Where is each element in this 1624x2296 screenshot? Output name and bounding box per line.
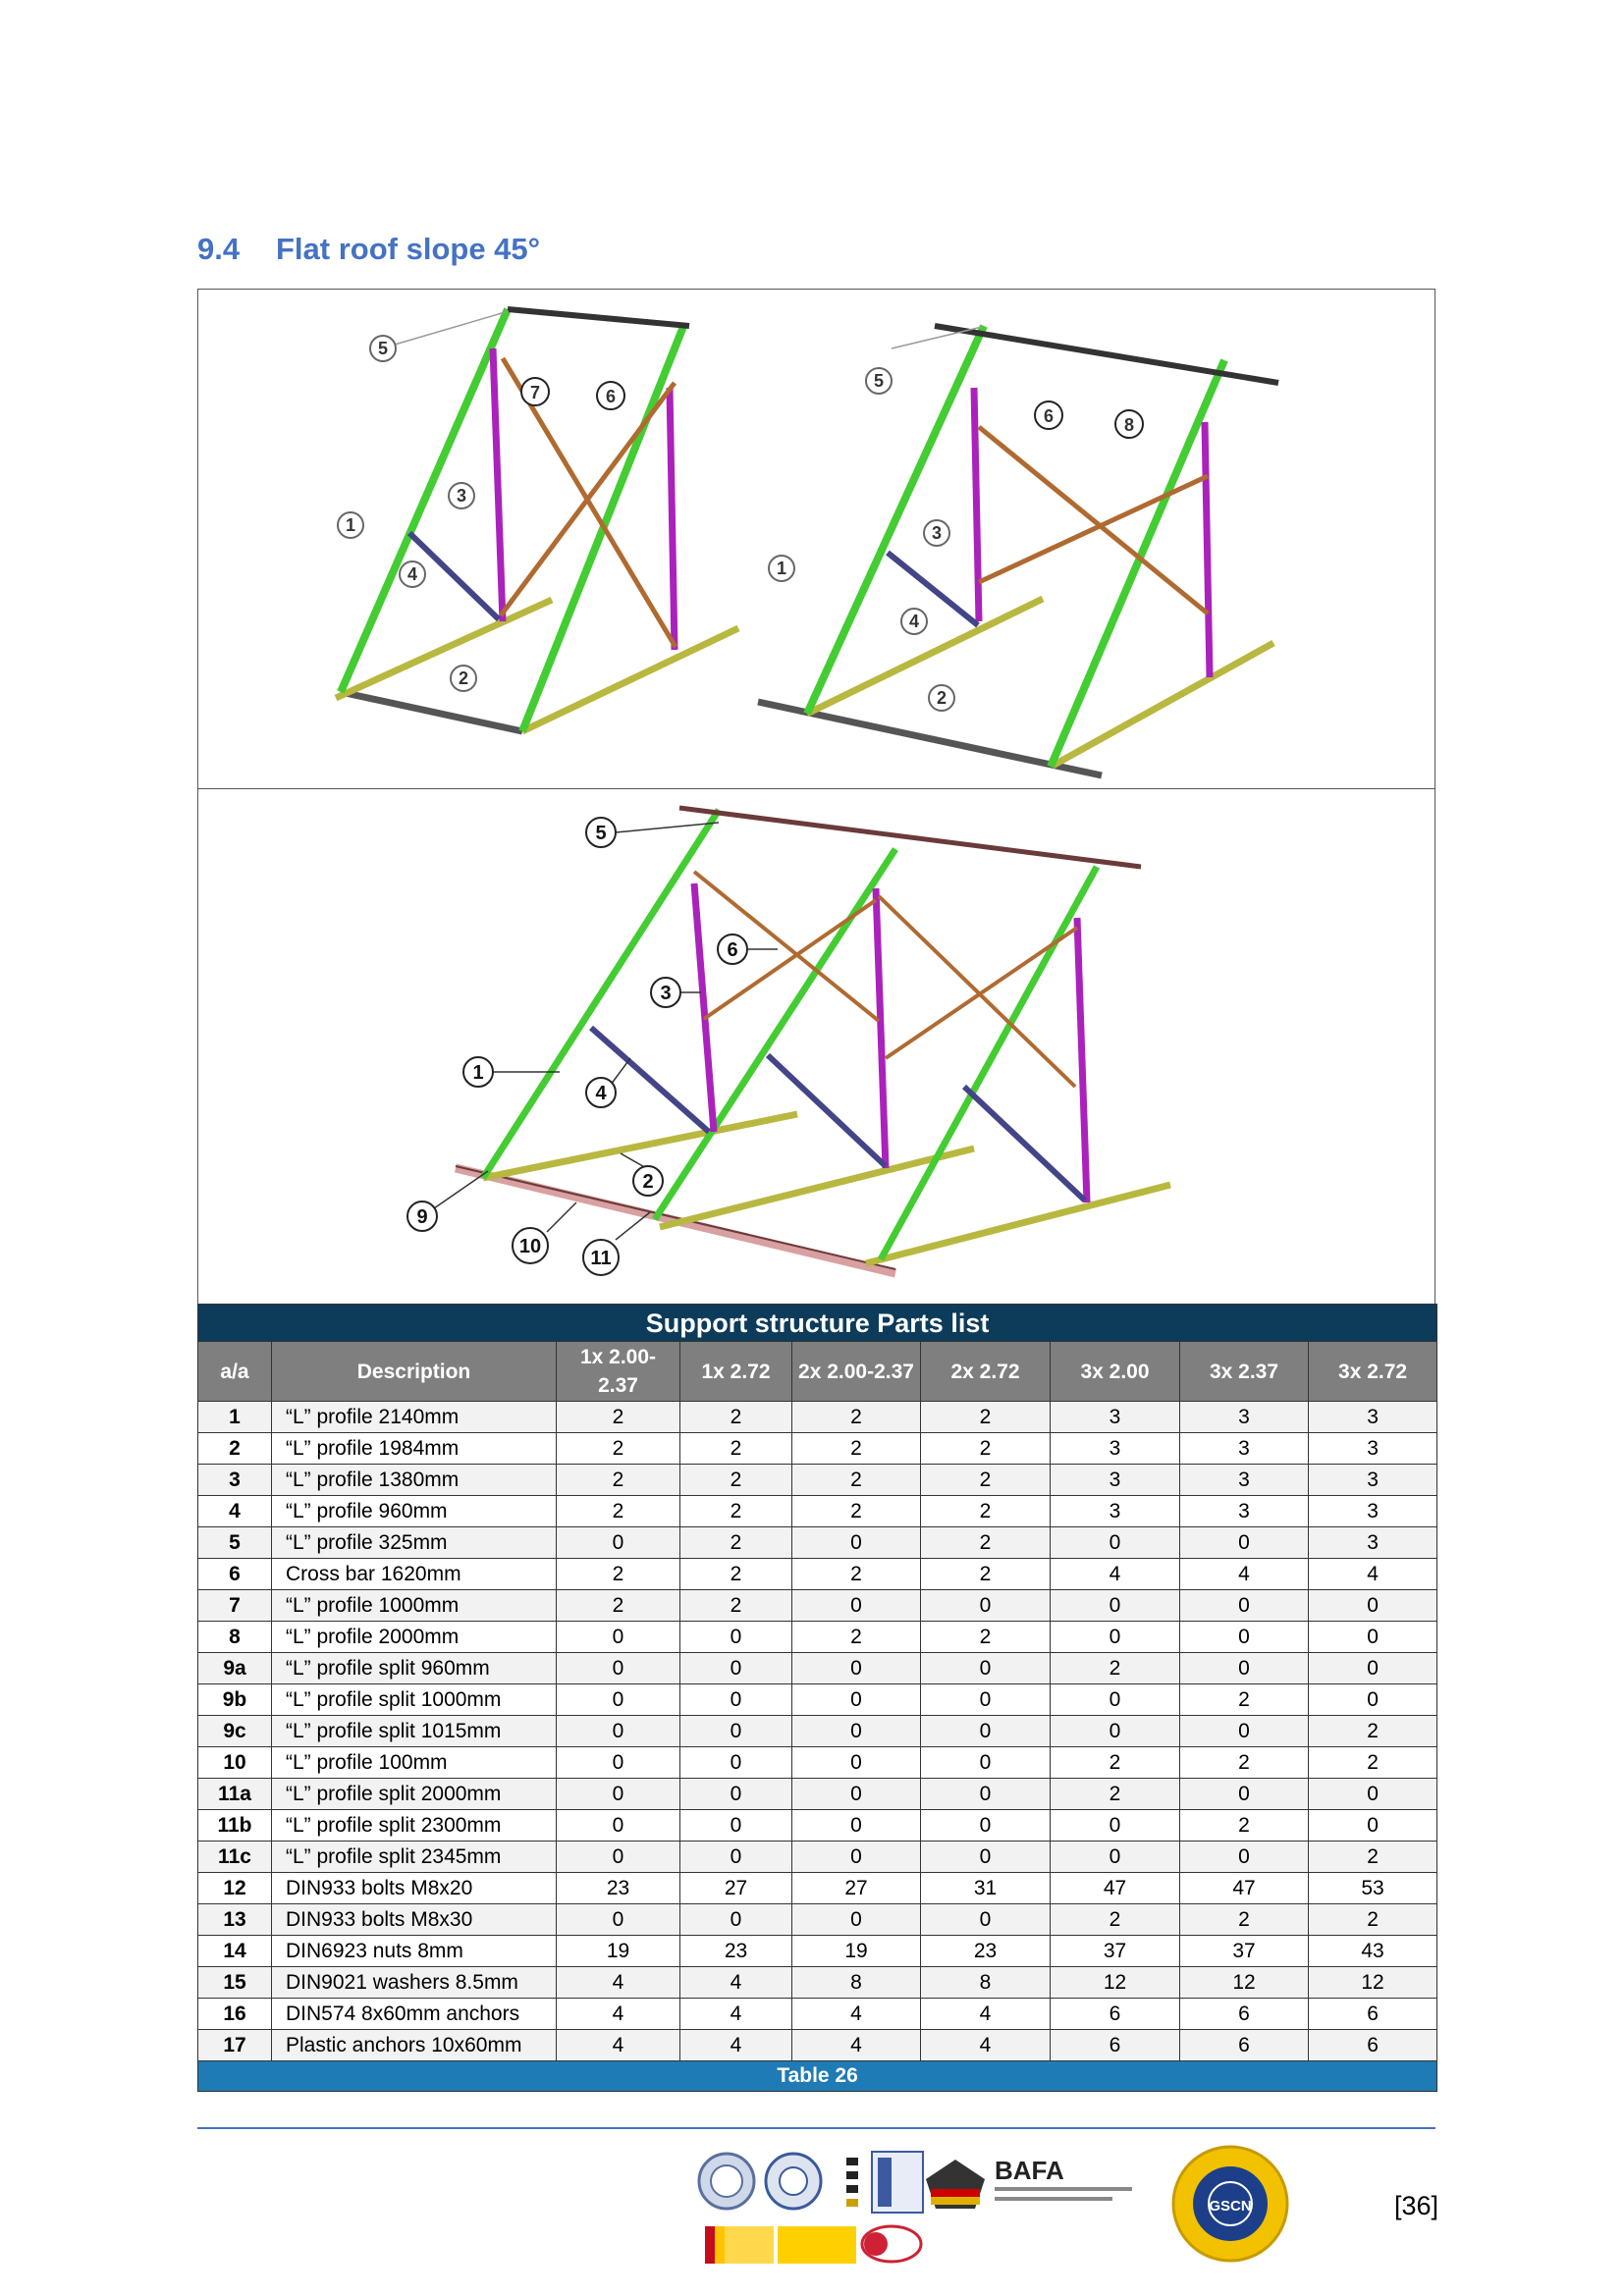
- quantity-cell: 0: [792, 1842, 921, 1873]
- quantity-cell: 4: [921, 2030, 1051, 2061]
- column-header: 3x 2.72: [1309, 1342, 1437, 1402]
- callout-5: 5: [377, 339, 389, 358]
- callout-8: 8: [1123, 415, 1135, 435]
- quantity-cell: 0: [792, 1684, 921, 1716]
- quantity-cell: 2: [792, 1465, 921, 1496]
- quantity-cell: 12: [1309, 1967, 1437, 1999]
- quantity-cell: 6: [1180, 1999, 1309, 2030]
- quantity-cell: 6: [1180, 2030, 1309, 2061]
- section-heading: [197, 232, 540, 267]
- quantity-cell: 2: [792, 1622, 921, 1653]
- table-row: [198, 1716, 1437, 1747]
- item-description: “L” profile 2000mm: [272, 1622, 557, 1653]
- quantity-cell: 12: [1180, 1967, 1309, 1999]
- res-logo: [862, 2226, 921, 2262]
- parts-table: [197, 1304, 1437, 2092]
- quantity-cell: 6: [1051, 1999, 1180, 2030]
- gscn-seal: [1173, 2147, 1287, 2261]
- item-number: 4: [198, 1496, 272, 1527]
- callout-6: 6: [605, 387, 617, 406]
- quantity-cell: 27: [680, 1873, 792, 1904]
- quantity-cell: 0: [680, 1904, 792, 1936]
- quantity-cell: 2: [792, 1559, 921, 1590]
- profile-3b: [670, 388, 675, 650]
- column-header: 3x 2.00: [1051, 1342, 1180, 1402]
- callout-6: 6: [727, 939, 738, 961]
- structure-drawings: [198, 290, 1436, 1307]
- crossbar-b: [501, 383, 675, 615]
- profile-5: [508, 309, 689, 326]
- page-number: [36]: [1394, 2191, 1439, 2220]
- quantity-cell: 0: [1309, 1653, 1437, 1684]
- quantity-cell: 0: [792, 1779, 921, 1810]
- quantity-cell: 2: [680, 1402, 792, 1433]
- quantity-cell: 2: [1051, 1904, 1180, 1936]
- quantity-cell: 2: [557, 1559, 680, 1590]
- quantity-cell: 3: [1180, 1402, 1309, 1433]
- table-body: [198, 1402, 1437, 2061]
- quantity-cell: 0: [921, 1716, 1051, 1747]
- ises-logo: [766, 2154, 821, 2209]
- quantity-cell: 2: [792, 1496, 921, 1527]
- quantity-cell: 4: [792, 1999, 921, 2030]
- table-row: [198, 1810, 1437, 1842]
- item-description: “L” profile 100mm: [272, 1747, 557, 1779]
- quantity-cell: 0: [1309, 1590, 1437, 1622]
- item-description: “L” profile 960mm: [272, 1496, 557, 1527]
- quantity-cell: 3: [1051, 1465, 1180, 1496]
- callout-3: 3: [456, 486, 467, 506]
- item-number: 17: [198, 2030, 272, 2061]
- quantity-cell: 2: [1180, 1684, 1309, 1716]
- callout-10: 10: [518, 1236, 542, 1257]
- callout-1: 1: [345, 515, 356, 535]
- quantity-cell: 0: [1180, 1716, 1309, 1747]
- quantity-cell: 4: [557, 2030, 680, 2061]
- quantity-cell: 31: [921, 1873, 1051, 1904]
- quantity-cell: 2: [792, 1433, 921, 1465]
- quantity-cell: 2: [1180, 1904, 1309, 1936]
- table-row: [198, 2030, 1437, 2061]
- quantity-cell: 37: [1051, 1936, 1180, 1967]
- item-description: “L” profile split 1015mm: [272, 1716, 557, 1747]
- quantity-cell: 0: [921, 1747, 1051, 1779]
- table-row: [198, 1590, 1437, 1622]
- sponsor-logos: [695, 2140, 1304, 2268]
- bafa-logo: [926, 2156, 1132, 2209]
- quantity-cell: 27: [792, 1873, 921, 1904]
- quantity-cell: 53: [1309, 1873, 1437, 1904]
- quantity-cell: 23: [680, 1936, 792, 1967]
- quantity-cell: 2: [557, 1496, 680, 1527]
- quantity-cell: 4: [557, 1967, 680, 1999]
- footer-rule: [197, 2127, 1435, 2129]
- structure-figure: [197, 289, 1435, 1306]
- table-row: [198, 1622, 1437, 1653]
- quantity-cell: 2: [680, 1496, 792, 1527]
- item-description: “L” profile 1000mm: [272, 1590, 557, 1622]
- quantity-cell: 2: [680, 1559, 792, 1590]
- quantity-cell: 4: [792, 2030, 921, 2061]
- column-header: Description: [272, 1342, 557, 1402]
- column-header: 1x 2.72: [680, 1342, 792, 1402]
- base-rail: [341, 692, 522, 731]
- quantity-cell: 2: [1309, 1716, 1437, 1747]
- callout-3: 3: [660, 983, 672, 1004]
- quantity-cell: 2: [921, 1496, 1051, 1527]
- quantity-cell: 0: [557, 1810, 680, 1842]
- table-row: [198, 1527, 1437, 1559]
- quantity-cell: 2: [792, 1402, 921, 1433]
- quantity-cell: 43: [1309, 1936, 1437, 1967]
- quantity-cell: 0: [921, 1904, 1051, 1936]
- section-title: Flat roof slope 45°: [276, 232, 541, 266]
- quantity-cell: 0: [1051, 1590, 1180, 1622]
- quantity-cell: 0: [680, 1716, 792, 1747]
- column-header: 2x 2.00-2.37: [792, 1342, 921, 1402]
- table-row: [198, 1684, 1437, 1716]
- item-number: 7: [198, 1590, 272, 1622]
- quantity-cell: 2: [680, 1465, 792, 1496]
- table-row: [198, 1904, 1437, 1936]
- quantity-cell: 4: [921, 1999, 1051, 2030]
- item-description: “L” profile 325mm: [272, 1527, 557, 1559]
- quantity-cell: 47: [1051, 1873, 1180, 1904]
- quantity-cell: 2: [921, 1527, 1051, 1559]
- quantity-cell: 0: [557, 1622, 680, 1653]
- quantity-cell: 2: [557, 1402, 680, 1433]
- quantity-cell: 0: [792, 1653, 921, 1684]
- item-number: 9a: [198, 1653, 272, 1684]
- quantity-cell: 0: [1051, 1810, 1180, 1842]
- quantity-cell: 3: [1309, 1496, 1437, 1527]
- quantity-cell: 2: [557, 1465, 680, 1496]
- item-number: 13: [198, 1904, 272, 1936]
- table-row: [198, 1433, 1437, 1465]
- bafa-text: BAFA: [995, 2156, 1064, 2185]
- callout-4: 4: [908, 612, 920, 631]
- rail-2: [336, 600, 552, 698]
- quantity-cell: 3: [1051, 1402, 1180, 1433]
- callout-2: 2: [458, 668, 469, 688]
- quantity-cell: 0: [1309, 1779, 1437, 1810]
- table-row: [198, 1999, 1437, 2030]
- table-row: [198, 1936, 1437, 1967]
- item-number: 9b: [198, 1684, 272, 1716]
- quantity-cell: 4: [1309, 1559, 1437, 1590]
- quantity-cell: 0: [1051, 1842, 1180, 1873]
- drawing-triple-frame: [407, 808, 1170, 1275]
- table-row: [198, 1873, 1437, 1904]
- item-number: 11a: [198, 1779, 272, 1810]
- quantity-cell: 0: [1051, 1716, 1180, 1747]
- table-row: [198, 1779, 1437, 1810]
- callout-7: 7: [529, 383, 541, 402]
- quantity-cell: 0: [680, 1747, 792, 1779]
- quantity-cell: 0: [557, 1842, 680, 1873]
- quantity-cell: 12: [1051, 1967, 1180, 1999]
- item-number: 16: [198, 1999, 272, 2030]
- column-header: 3x 2.37: [1180, 1342, 1309, 1402]
- item-number: 6: [198, 1559, 272, 1590]
- item-number: 11c: [198, 1842, 272, 1873]
- item-description: DIN6923 nuts 8mm: [272, 1936, 557, 1967]
- quantity-cell: 0: [792, 1747, 921, 1779]
- table-row: [198, 1402, 1437, 1433]
- quantity-cell: 2: [921, 1433, 1051, 1465]
- table-header-row: [198, 1342, 1437, 1402]
- quantity-cell: 3: [1309, 1433, 1437, 1465]
- table-caption: Table 26: [198, 2061, 1437, 2092]
- quantity-cell: 0: [1180, 1527, 1309, 1559]
- quantity-cell: 3: [1180, 1465, 1309, 1496]
- item-number: 8: [198, 1622, 272, 1653]
- quantity-cell: 4: [557, 1999, 680, 2030]
- drawing-single-frame-7: [336, 309, 738, 731]
- quantity-cell: 0: [792, 1716, 921, 1747]
- quantity-cell: 23: [557, 1873, 680, 1904]
- institute-logo-2: [872, 2152, 923, 2213]
- quantity-cell: 6: [1309, 2030, 1437, 2061]
- section-number: 9.4: [197, 232, 241, 266]
- quantity-cell: 2: [1309, 1842, 1437, 1873]
- quantity-cell: 2: [1180, 1747, 1309, 1779]
- quantity-cell: 0: [1051, 1684, 1180, 1716]
- callout-9: 9: [416, 1206, 428, 1228]
- quantity-cell: 8: [921, 1967, 1051, 1999]
- item-number: 15: [198, 1967, 272, 1999]
- quantity-cell: 2: [1051, 1747, 1180, 1779]
- quantity-cell: 4: [680, 1999, 792, 2030]
- quantity-cell: 0: [1051, 1622, 1180, 1653]
- item-description: Cross bar 1620mm: [272, 1559, 557, 1590]
- quantity-cell: 0: [557, 1779, 680, 1810]
- callout-5: 5: [873, 371, 885, 391]
- drawing-single-frame-8: [758, 326, 1278, 775]
- quantity-cell: 6: [1051, 2030, 1180, 2061]
- quantity-cell: 3: [1051, 1433, 1180, 1465]
- column-header: 1x 2.00-2.37: [557, 1342, 680, 1402]
- quantity-cell: 6: [1309, 1999, 1437, 2030]
- quantity-cell: 3: [1180, 1496, 1309, 1527]
- dgs-logo: [699, 2154, 754, 2209]
- item-number: 11b: [198, 1810, 272, 1842]
- profile-3: [493, 348, 503, 621]
- quantity-cell: 0: [557, 1684, 680, 1716]
- quantity-cell: 0: [921, 1842, 1051, 1873]
- quantity-cell: 0: [1309, 1810, 1437, 1842]
- quantity-cell: 47: [1180, 1873, 1309, 1904]
- quantity-cell: 0: [557, 1527, 680, 1559]
- item-number: 5: [198, 1527, 272, 1559]
- quantity-cell: 4: [680, 1967, 792, 1999]
- item-number: 3: [198, 1465, 272, 1496]
- quantity-cell: 0: [680, 1622, 792, 1653]
- item-description: DIN9021 washers 8.5mm: [272, 1967, 557, 1999]
- quantity-cell: 0: [680, 1653, 792, 1684]
- quantity-cell: 8: [792, 1967, 921, 1999]
- item-description: “L” profile split 1000mm: [272, 1684, 557, 1716]
- item-number: 2: [198, 1433, 272, 1465]
- quantity-cell: 0: [680, 1779, 792, 1810]
- callout-6: 6: [1043, 406, 1055, 426]
- quantity-cell: 37: [1180, 1936, 1309, 1967]
- callout-11: 11: [590, 1248, 612, 1269]
- callout-4: 4: [595, 1083, 607, 1104]
- quantity-cell: 0: [921, 1653, 1051, 1684]
- institute-logo-1: [842, 2152, 862, 2213]
- item-description: DIN933 bolts M8x20: [272, 1873, 557, 1904]
- quantity-cell: 2: [921, 1402, 1051, 1433]
- quantity-cell: 2: [1309, 1904, 1437, 1936]
- table-row: [198, 1842, 1437, 1873]
- item-number: 14: [198, 1936, 272, 1967]
- quantity-cell: 0: [792, 1590, 921, 1622]
- quantity-cell: 0: [921, 1810, 1051, 1842]
- quantity-cell: 2: [680, 1527, 792, 1559]
- callout-5: 5: [595, 823, 607, 844]
- table-row: [198, 1747, 1437, 1779]
- item-number: 10: [198, 1747, 272, 1779]
- quantity-cell: 0: [557, 1716, 680, 1747]
- callout-1: 1: [472, 1062, 484, 1084]
- item-description: DIN574 8x60mm anchors: [272, 1999, 557, 2030]
- quantity-cell: 0: [1309, 1684, 1437, 1716]
- item-description: Plastic anchors 10x60mm: [272, 2030, 557, 2061]
- callout-2: 2: [936, 688, 947, 708]
- table-row: [198, 1967, 1437, 1999]
- callout-2: 2: [642, 1171, 654, 1193]
- item-description: “L” profile 1380mm: [272, 1465, 557, 1496]
- quantity-cell: 2: [1180, 1810, 1309, 1842]
- quantity-cell: 2: [680, 1433, 792, 1465]
- quantity-cell: 0: [1180, 1622, 1309, 1653]
- quantity-cell: 2: [1309, 1747, 1437, 1779]
- callout-3: 3: [931, 523, 943, 543]
- quantity-cell: 2: [921, 1559, 1051, 1590]
- callout-4: 4: [406, 564, 418, 584]
- item-number: 12: [198, 1873, 272, 1904]
- quantity-cell: 0: [1309, 1622, 1437, 1653]
- column-header: a/a: [198, 1342, 272, 1402]
- quantity-cell: 4: [680, 2030, 792, 2061]
- quantity-cell: 0: [680, 1684, 792, 1716]
- quantity-cell: 0: [1180, 1653, 1309, 1684]
- quantity-cell: 3: [1180, 1433, 1309, 1465]
- quantity-cell: 3: [1309, 1402, 1437, 1433]
- quantity-cell: 2: [1051, 1653, 1180, 1684]
- quantity-cell: 4: [1051, 1559, 1180, 1590]
- item-description: “L” profile split 2000mm: [272, 1779, 557, 1810]
- quantity-cell: 0: [792, 1810, 921, 1842]
- quantity-cell: 23: [921, 1936, 1051, 1967]
- quantity-cell: 4: [1180, 1559, 1309, 1590]
- column-header: 2x 2.72: [921, 1342, 1051, 1402]
- item-number: 1: [198, 1402, 272, 1433]
- quantity-cell: 0: [680, 1810, 792, 1842]
- quantity-cell: 3: [1051, 1496, 1180, 1527]
- quantity-cell: 0: [921, 1684, 1051, 1716]
- quantity-cell: 0: [1051, 1527, 1180, 1559]
- quantity-cell: 0: [921, 1779, 1051, 1810]
- item-description: “L” profile split 960mm: [272, 1653, 557, 1684]
- quantity-cell: 3: [1309, 1527, 1437, 1559]
- item-description: “L” profile 2140mm: [272, 1402, 557, 1433]
- item-description: “L” profile 1984mm: [272, 1433, 557, 1465]
- quantity-cell: 2: [921, 1622, 1051, 1653]
- quantity-cell: 0: [680, 1842, 792, 1873]
- table-title: Support structure Parts list: [198, 1305, 1437, 1342]
- quantity-cell: 0: [792, 1527, 921, 1559]
- quantity-cell: 0: [792, 1904, 921, 1936]
- quantity-cell: 2: [680, 1590, 792, 1622]
- table-row: [198, 1496, 1437, 1527]
- quantity-cell: 2: [921, 1465, 1051, 1496]
- quantity-cell: 0: [1180, 1842, 1309, 1873]
- quantity-cell: 0: [557, 1747, 680, 1779]
- quantity-cell: 0: [921, 1590, 1051, 1622]
- table-row: [198, 1465, 1437, 1496]
- quantity-cell: 19: [557, 1936, 680, 1967]
- quantity-cell: 19: [792, 1936, 921, 1967]
- item-description: “L” profile split 2345mm: [272, 1842, 557, 1873]
- quantity-cell: 2: [557, 1590, 680, 1622]
- gobierno-logo: [705, 2226, 856, 2264]
- quantity-cell: 0: [1180, 1590, 1309, 1622]
- gscn-text: GSCN: [1209, 2198, 1252, 2215]
- quantity-cell: 3: [1309, 1465, 1437, 1496]
- quantity-cell: 0: [557, 1653, 680, 1684]
- quantity-cell: 2: [1051, 1779, 1180, 1810]
- item-number: 9c: [198, 1716, 272, 1747]
- callout-1: 1: [776, 559, 787, 578]
- quantity-cell: 0: [557, 1904, 680, 1936]
- item-description: “L” profile split 2300mm: [272, 1810, 557, 1842]
- table-row: [198, 1653, 1437, 1684]
- table-row: [198, 1559, 1437, 1590]
- quantity-cell: 0: [1180, 1779, 1309, 1810]
- quantity-cell: 2: [557, 1433, 680, 1465]
- item-description: DIN933 bolts M8x30: [272, 1904, 557, 1936]
